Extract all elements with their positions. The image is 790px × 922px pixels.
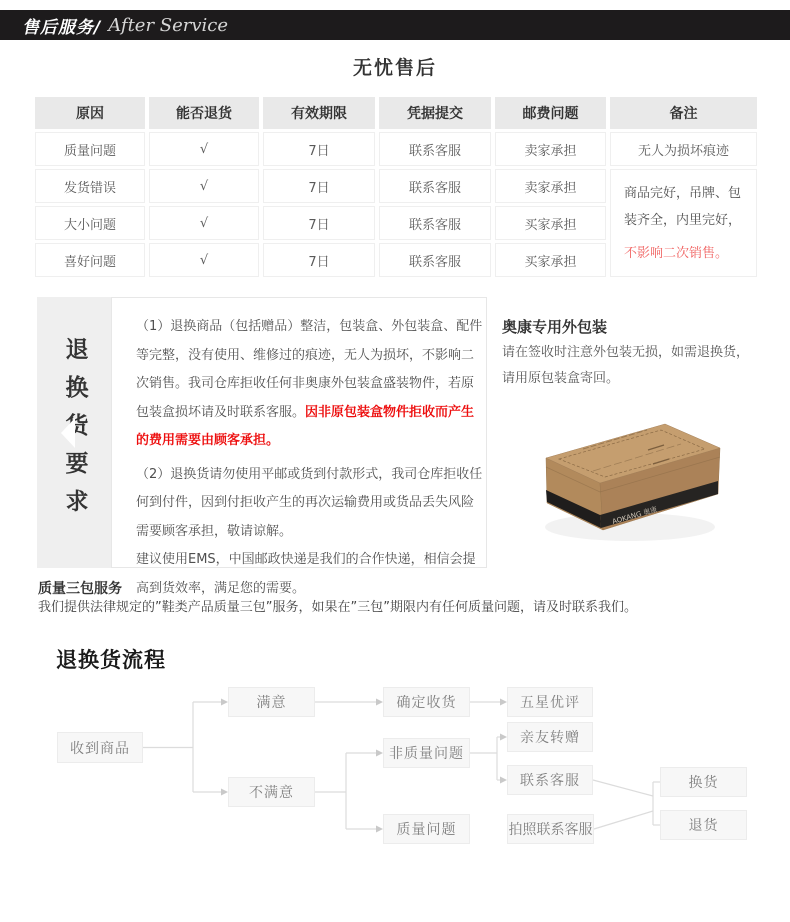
cell-reason: 大小问题 — [35, 206, 145, 240]
cell-postage: 买家承担 — [495, 206, 606, 240]
cell-postage: 买家承担 — [495, 243, 606, 277]
cell-returnable: √ — [149, 243, 259, 277]
packaging-desc: 请在签收时注意外包装无损，如需退换货，请用原包装盒寄回。 — [502, 345, 750, 386]
cell-reason: 质量问题 — [35, 132, 145, 166]
col-header-returnable: 能否退货 — [149, 97, 259, 129]
p2-line1-text: （2）退换货请勿使用平邮或货到付款形式，我司仓库拒收任何到付件，因到付拒收产生的再次运输费用或货品丢失风险需要顾客承担，敬请谅解。 — [136, 466, 483, 539]
cell-period: 7日 — [263, 206, 375, 240]
flow-node-non-quality: 非质量问题 — [383, 738, 470, 768]
p1-normal-text: （1）退换商品（包括赠品）整洁，包装盒、外包装盒、配件等完整，没有使用、维修过的痕迹，无人为损坏，不影响二次销售。我司仓库拒收任何非奥康外包装盒盛装物件，若原包装盒损坏请及时联系客服。 — [136, 319, 483, 420]
cell-proof: 联系客服 — [379, 243, 491, 277]
warranty-desc: 我们提供法律规定的”鞋类产品质量三包”服务，如果在”三包”期限内有任何质量问题，请及时联系我们。 — [38, 600, 637, 615]
col-header-reason: 原因 — [35, 97, 145, 129]
return-policy-table — [35, 97, 757, 277]
cell-postage: 卖家承担 — [495, 132, 606, 166]
flow-node-contact-cs: 联系客服 — [507, 765, 593, 795]
section-banner — [0, 10, 790, 40]
merged-note-text: 商品完好，吊牌、包装齐全，内里完好， — [624, 185, 742, 228]
cell-postage: 卖家承担 — [495, 169, 606, 203]
packaging-box-image — [535, 405, 725, 555]
box-brand-label: AOKANG 奥康 — [611, 505, 659, 526]
flow-node-received: 收到商品 — [57, 732, 143, 763]
cell-returnable: √ — [149, 169, 259, 203]
flow-node-unsatisfied: 不满意 — [228, 777, 315, 807]
packaging-title: 奥康专用外包装 — [502, 318, 608, 336]
cell-proof: 联系客服 — [379, 169, 491, 203]
cell-period: 7日 — [263, 132, 375, 166]
cell-note: 无人为损坏痕迹 — [610, 132, 757, 166]
cell-proof: 联系客服 — [379, 132, 491, 166]
flow-node-gift-friends: 亲友转赠 — [507, 722, 593, 752]
p2-line2-text: 建议使用EMS，中国邮政快递是我们的合作快递，相信会提高到货效率，满足您的需要。 — [136, 552, 476, 596]
requirements-side-label: 退换货要求 — [61, 337, 88, 527]
flow-node-quality: 质量问题 — [383, 814, 470, 844]
flow-node-confirm-receipt: 确定收货 — [383, 687, 470, 717]
cell-period: 7日 — [263, 243, 375, 277]
cell-period: 7日 — [263, 169, 375, 203]
flow-node-satisfied: 满意 — [228, 687, 315, 717]
col-header-period: 有效期限 — [263, 97, 375, 129]
col-header-note: 备注 — [610, 97, 757, 129]
cell-reason: 喜好问题 — [35, 243, 145, 277]
warranty-title: 质量三包服务 — [38, 581, 122, 597]
merged-note-highlight: 不影响二次销售。 — [624, 245, 729, 261]
requirements-content — [111, 297, 487, 596]
flow-node-refund: 退货 — [660, 810, 747, 840]
return-flowchart — [40, 680, 760, 865]
requirements-notch — [61, 418, 75, 448]
cell-note-merged — [610, 169, 757, 277]
p1-highlight-text: 因非原包装盒物件拒收而产生的费用需要由顾客承担。 — [136, 404, 475, 448]
cell-returnable: √ — [149, 132, 259, 166]
cell-reason: 发货错误 — [35, 169, 145, 203]
banner-title-en: After Service — [108, 14, 229, 36]
flow-node-photo-contact: 拍照联系客服 — [507, 814, 594, 844]
cell-returnable: √ — [149, 206, 259, 240]
requirements-paragraph-2 — [136, 461, 484, 604]
col-header-postage: 邮费问题 — [495, 97, 606, 129]
col-header-proof: 凭据提交 — [379, 97, 491, 129]
banner-title-cn: 售后服务/ — [22, 17, 102, 38]
cell-proof: 联系客服 — [379, 206, 491, 240]
page-title: 无忧售后 — [352, 57, 437, 79]
requirements-paragraph-1 — [136, 313, 484, 456]
flow-node-exchange: 换货 — [660, 767, 747, 797]
flow-node-five-star: 五星优评 — [507, 687, 593, 717]
flowchart-title: 退换货流程 — [56, 648, 166, 672]
